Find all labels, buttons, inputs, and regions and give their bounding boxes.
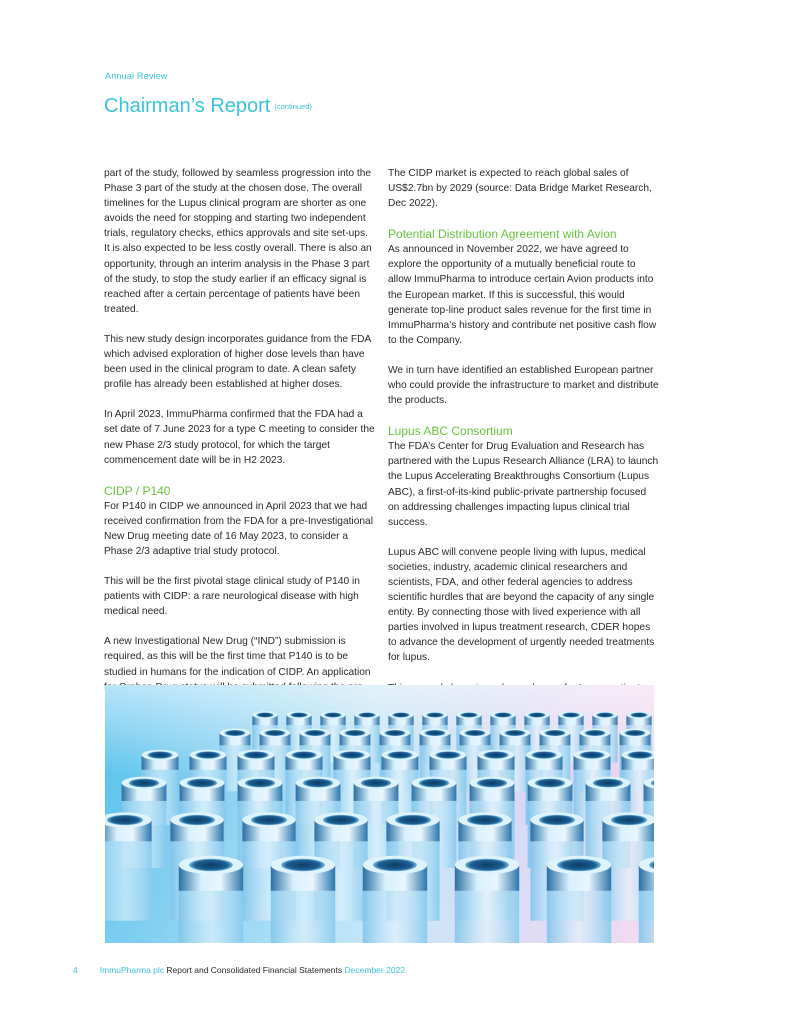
page-title: [104, 95, 312, 118]
vials-photo: [105, 685, 654, 943]
left-column: [104, 166, 376, 725]
left-paragraph: For P140 in CIDP we announced in April 2023 that we had received confirmation from the FDA for a pre-Investigational New Drug meeting date of 16 May 2023, to consider a Phase 2/3 adaptive trial study protocol.: [104, 500, 373, 557]
section-label: Annual Review: [105, 71, 168, 81]
vial: [271, 856, 335, 943]
left-paragraph: This will be the first pivotal stage clinical study of P140 in patients with CIDP: a rare neurological disease with high medical need.: [104, 576, 360, 618]
right-paragraph: The FDA’s Center for Drug Evaluation and Research has partnered with the Lupus Research Alliance (LRA) to launch the Lupus Accelerating Breakthroughs Consortium (Lupus ABC), a first-of-its-kind public-private partnership focused on addressing challenges impacting lupus clinical trial success.: [388, 441, 659, 528]
vial: [363, 856, 427, 943]
continued-label: (continued): [274, 102, 312, 111]
right-column: [388, 166, 660, 756]
right-paragraph: As announced in November 2022, we have agreed to explore the opportunity of a mutually beneficial route to allow ImmuPharma to introduce certain Avion products into the European market. If this is successful, this would generate top-line product sales revenue for the first time in ImmuPharma’s history and contribute net positive cash flow to the Company.: [388, 244, 657, 346]
footer-date: December 2022: [344, 965, 405, 975]
left-paragraph: part of the study, followed by seamless progression into the Phase 3 part of the study at the chosen dose. The overall timelines for the Lupus clinical program are shorter as one avoids the need for stopping and starting two independent trials, regulatory checks, ethics approvals and site set-ups. It is also expected to be less costly overall. There is also an opportunity, through an interim analysis in the Phase 3 part of the study, to stop the study earlier if an efficacy signal is reached after a certain percentage of patients have been treated.: [104, 168, 372, 315]
vial: [105, 812, 152, 920]
vials-illustration: [105, 685, 654, 943]
right-paragraph: Lupus ABC will convene people living with lupus, medical societies, industry, academic clinical researchers and scientists, FDA, and other federal agencies to address scientific hurdles that are beyond the capacity of any single entity. By connecting those with lived experience with all parties involved in lupus treatment research, CDER hopes to advance the development of urgently needed treatments for lupus.: [388, 546, 655, 664]
footer-report: Report and Consolidated Financial Statements: [166, 965, 343, 975]
vial: [639, 856, 654, 943]
right-paragraph: We in turn have identified an established European partner who could provide the infrastructure to market and distribute the products.: [388, 364, 659, 407]
footer: [73, 965, 405, 975]
right-heading: Potential Distribution Agreement with Avion: [388, 227, 617, 242]
page-number: 4: [73, 965, 78, 975]
vial: [455, 856, 519, 943]
left-paragraph: A new Investigational New Drug (“IND”) submission is required, as this will be the first time that P140 is to be studied in humans for the indication of CIDP. An application: [104, 636, 371, 678]
left-heading: CIDP / P140: [104, 483, 171, 498]
title-text: Chairman’s Report: [104, 95, 271, 117]
right-paragraph: The CIDP market is expected to reach global sales of US$2.7bn by 2029 (source: Data Bridge Market Research, Dec 2022).: [388, 168, 652, 210]
left-paragraph: In April 2023, ImmuPharma confirmed that the FDA had a set date of 7 June 2023 for a type C meeting to consider the new Phase 2/3 study protocol, for which the target commencement date will be in H2 2023.: [104, 409, 375, 466]
footer-brand: ImmuPharma plc: [99, 965, 164, 975]
vial: [547, 856, 611, 943]
left-paragraph: This new study design incorporates guidance from the FDA which advised exploration of higher dose levels than have been used in the clinical program to date. A clean safety profile has already been established at higher doses.: [104, 333, 371, 391]
vial: [179, 856, 243, 943]
right-heading: Lupus ABC Consortium: [388, 424, 513, 439]
